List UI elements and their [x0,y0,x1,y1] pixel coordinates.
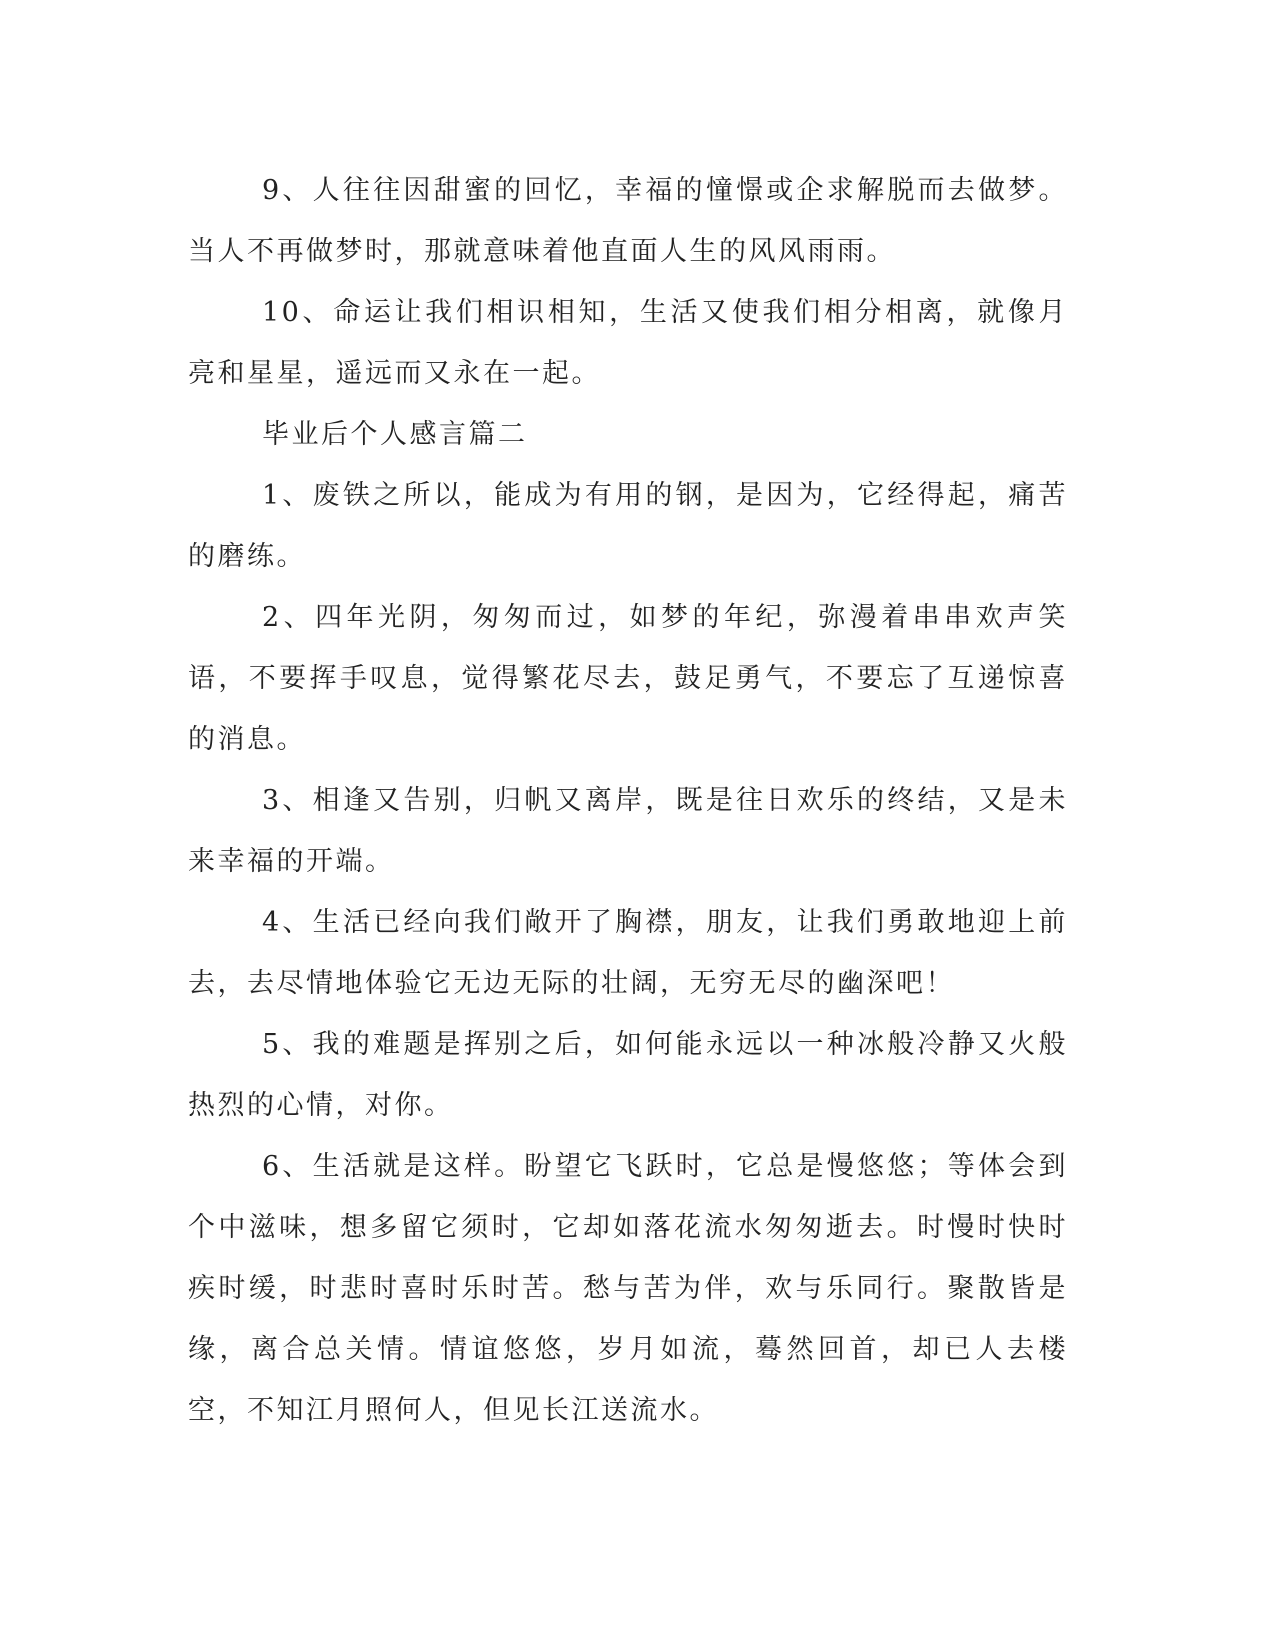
section-heading: 毕业后个人感言篇二 [262,419,528,450]
paragraph-item-4: 4、生活已经向我们敞开了胸襟，朋友，让我们勇敢地迎上前去，去尽情地体验它无边无际的壮阔，无穷无尽的幽深吧！ [188,907,1068,999]
paragraph-item-9: 9、人往往因甜蜜的回忆，幸福的憧憬或企求解脱而去做梦。当人不再做梦时，那就意味着他直面人生的风风雨雨。 [188,175,1068,267]
document-body [188,160,1068,1441]
paragraph-item-2: 2、四年光阴，匆匆而过，如梦的年纪，弥漫着串串欢声笑语，不要挥手叹息，觉得繁花尽去，鼓足勇气，不要忘了互递惊喜的消息。 [188,602,1068,755]
paragraph-item-3: 3、相逢又告别，归帆又离岸，既是往日欢乐的终结，又是未来幸福的开端。 [188,785,1068,877]
paragraph-item-5: 5、我的难题是挥别之后，如何能永远以一种冰般冷静又火般热烈的心情，对你。 [188,1029,1068,1121]
paragraph-item-10: 10、命运让我们相识相知，生活又使我们相分相离，就像月亮和星星，遥远而又永在一起。 [188,297,1068,389]
paragraph-item-6: 6、生活就是这样。盼望它飞跃时，它总是慢悠悠；等体会到个中滋味，想多留它须时，它却如落花流水匆匆逝去。时慢时快时疾时缓，时悲时喜时乐时苦。愁与苦为伴，欢与乐同行。聚散皆是缘，离合总关情。情谊悠悠，岁月如流，蓦然回首，却已人去楼空，不知江月照何人，但见长江送流水。 [188,1151,1068,1426]
paragraph-item-1: 1、废铁之所以，能成为有用的钢，是因为，它经得起，痛苦的磨练。 [188,480,1068,572]
